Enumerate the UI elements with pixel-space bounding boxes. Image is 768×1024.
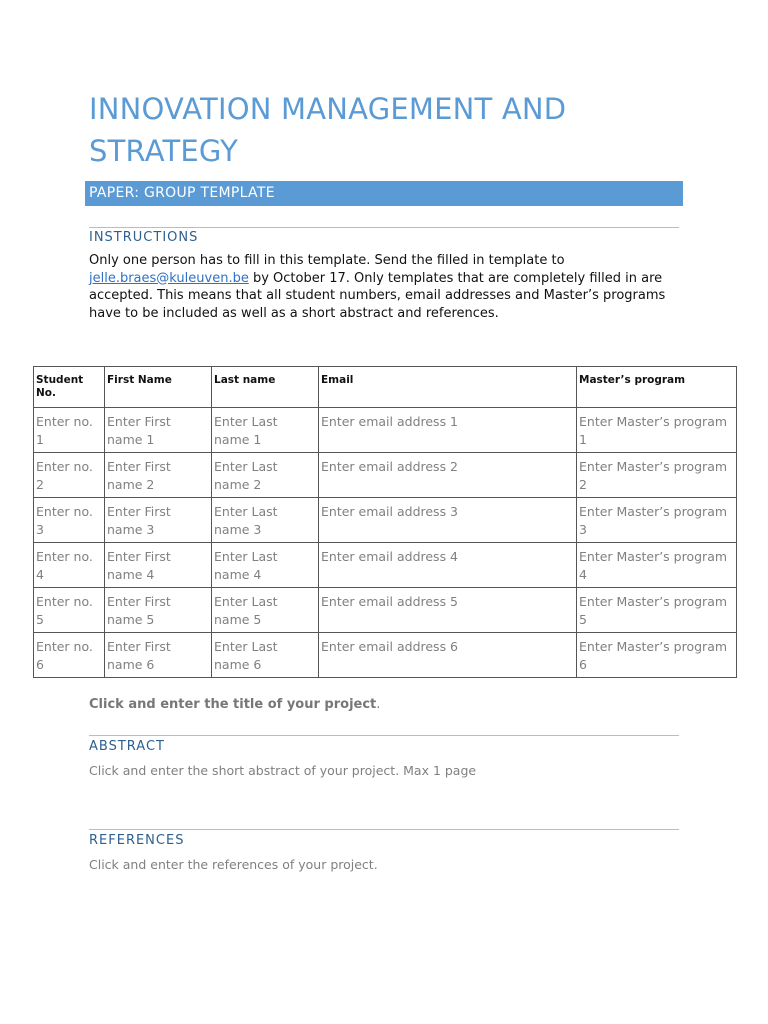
last-name-field[interactable]: Enter Last name 2 <box>212 453 319 498</box>
table-header-row <box>34 367 737 408</box>
first-name-field[interactable]: Enter First name 5 <box>105 588 212 633</box>
masters-program-field[interactable]: Enter Master’s program 2 <box>577 453 737 498</box>
email-field[interactable]: Enter email address 1 <box>319 408 577 453</box>
table-row <box>34 408 737 453</box>
instructions-text <box>89 252 669 322</box>
header-masters-program: Master’s program <box>577 367 737 408</box>
email-field[interactable]: Enter email address 4 <box>319 543 577 588</box>
masters-program-field[interactable]: Enter Master’s program 4 <box>577 543 737 588</box>
instructions-divider <box>89 227 679 228</box>
first-name-field[interactable]: Enter First name 1 <box>105 408 212 453</box>
last-name-field[interactable]: Enter Last name 4 <box>212 543 319 588</box>
table-row <box>34 498 737 543</box>
student-no-field[interactable]: Enter no. 5 <box>34 588 105 633</box>
student-no-field[interactable]: Enter no. 2 <box>34 453 105 498</box>
subtitle-bar: PAPER: GROUP TEMPLATE <box>85 181 683 206</box>
first-name-field[interactable]: Enter First name 6 <box>105 633 212 678</box>
table-row <box>34 453 737 498</box>
last-name-field[interactable]: Enter Last name 5 <box>212 588 319 633</box>
project-title-placeholder: Click and enter the title of your project <box>89 697 377 712</box>
email-field[interactable]: Enter email address 6 <box>319 633 577 678</box>
email-field[interactable]: Enter email address 2 <box>319 453 577 498</box>
student-no-field[interactable]: Enter no. 6 <box>34 633 105 678</box>
page-title: INNOVATION MANAGEMENT AND STRATEGY <box>89 92 567 168</box>
last-name-field[interactable]: Enter Last name 1 <box>212 408 319 453</box>
table-row <box>34 588 737 633</box>
abstract-divider <box>89 735 679 736</box>
header-last-name: Last name <box>212 367 319 408</box>
project-title-field[interactable] <box>89 697 380 712</box>
header-student-no: Student No. <box>34 367 105 408</box>
first-name-field[interactable]: Enter First name 3 <box>105 498 212 543</box>
masters-program-field[interactable]: Enter Master’s program 6 <box>577 633 737 678</box>
table-row <box>34 633 737 678</box>
student-table <box>33 366 737 678</box>
email-field[interactable]: Enter email address 3 <box>319 498 577 543</box>
references-divider <box>89 829 679 830</box>
first-name-field[interactable]: Enter First name 2 <box>105 453 212 498</box>
abstract-heading: ABSTRACT <box>89 739 165 754</box>
table-row <box>34 543 737 588</box>
email-link[interactable]: jelle.braes@kuleuven.be <box>89 270 249 286</box>
instructions-heading: INSTRUCTIONS <box>89 230 199 245</box>
masters-program-field[interactable]: Enter Master’s program 5 <box>577 588 737 633</box>
first-name-field[interactable]: Enter First name 4 <box>105 543 212 588</box>
student-no-field[interactable]: Enter no. 1 <box>34 408 105 453</box>
instructions-text-before: Only one person has to fill in this template. Send the filled in template to <box>89 253 565 268</box>
abstract-field[interactable]: Click and enter the short abstract of your project. Max 1 page <box>89 763 477 778</box>
student-no-field[interactable]: Enter no. 3 <box>34 498 105 543</box>
references-heading: REFERENCES <box>89 833 185 848</box>
header-first-name: First Name <box>105 367 212 408</box>
last-name-field[interactable]: Enter Last name 6 <box>212 633 319 678</box>
masters-program-field[interactable]: Enter Master’s program 3 <box>577 498 737 543</box>
project-title-period: . <box>376 697 381 712</box>
instructions-text-after: by October 17. Only templates that are completely filled in are accepted. This means that all student numbers, email addresses and Master’s programs have to be included as well as a short abstract and references. <box>89 270 666 321</box>
email-field[interactable]: Enter email address 5 <box>319 588 577 633</box>
header-email: Email <box>319 367 577 408</box>
masters-program-field[interactable]: Enter Master’s program 1 <box>577 408 737 453</box>
last-name-field[interactable]: Enter Last name 3 <box>212 498 319 543</box>
student-no-field[interactable]: Enter no. 4 <box>34 543 105 588</box>
references-field[interactable]: Click and enter the references of your project. <box>89 857 378 872</box>
